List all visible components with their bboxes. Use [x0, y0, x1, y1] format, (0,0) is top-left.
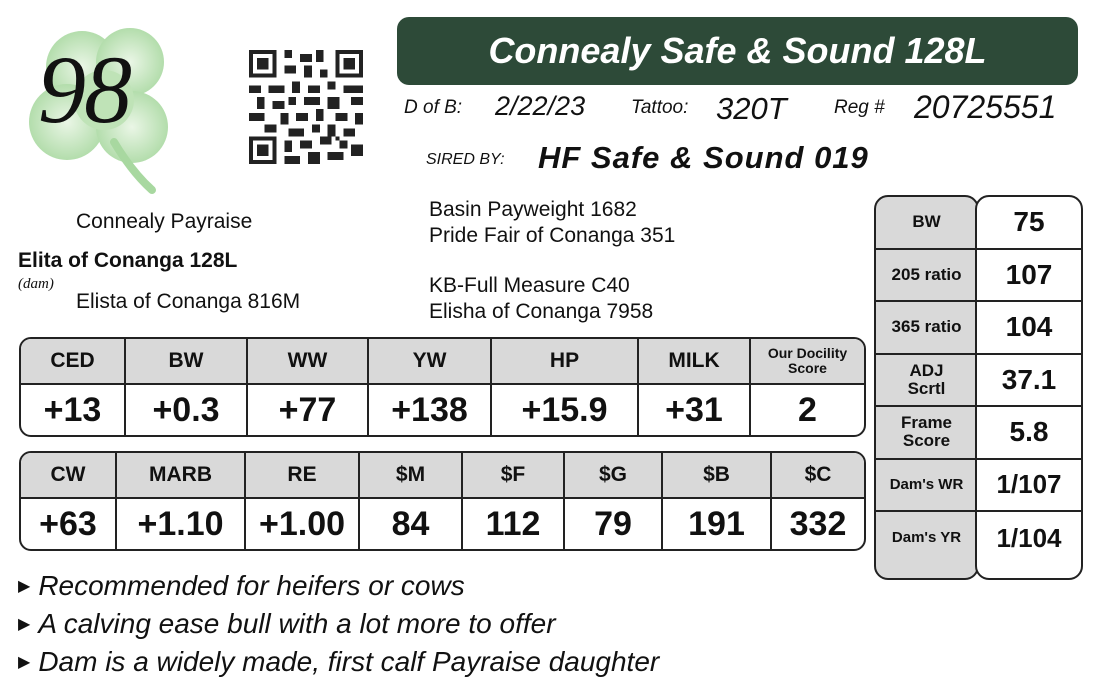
pedigree-dam-dam: Elista of Conanga 816M [76, 290, 301, 313]
stat-value-frame-score: 5.8 [977, 407, 1081, 460]
bullet-item [18, 608, 556, 640]
header-bw: BW [126, 339, 248, 383]
stats-labels-column [874, 195, 979, 580]
value-milk: +31 [639, 385, 751, 435]
header-cw: CW [21, 453, 117, 497]
reg-label: Reg # [834, 97, 885, 118]
stat-value-dams-yr: 1/104 [996, 522, 1062, 553]
stat-label-205-ratio: 205 ratio [876, 250, 977, 303]
stat-value-adj-scrtl: 37.1 [977, 355, 1081, 408]
pedigree-dam-tag: (dam) [18, 276, 54, 292]
header-docility: Our Docility Score [767, 345, 848, 376]
header-b-index: $B [663, 453, 772, 497]
stat-value-dams-wr: 1/107 [977, 460, 1081, 513]
value-g-index: 79 [565, 499, 663, 549]
pedigree-sire-dam-sire: KB-Full Measure C40 [429, 274, 630, 297]
title-bar [397, 17, 1078, 85]
stat-label-bw: BW [876, 197, 977, 250]
header-m-index: $M [360, 453, 463, 497]
value-yw: +138 [369, 385, 492, 435]
header-milk: MILK [639, 339, 751, 383]
triangle-right-icon: ▶ [18, 578, 31, 595]
epd-table-2 [19, 451, 866, 551]
stat-value-365-ratio: 104 [977, 302, 1081, 355]
bull-name-title: Connealy Safe & Sound 128L [488, 30, 987, 71]
pedigree-sire-dam: Pride Fair of Conanga 351 [429, 224, 676, 247]
value-cw: +63 [21, 499, 117, 549]
lot-number: 98 [38, 36, 130, 143]
bullet-text: Dam is a widely made, first calf Payraise daughter [38, 646, 660, 677]
stats-values-column [975, 195, 1083, 580]
header-re: RE [246, 453, 360, 497]
epd-table-1-values [21, 385, 864, 435]
pedigree-sire-sire: Basin Payweight 1682 [429, 198, 637, 221]
value-re: +1.00 [246, 499, 360, 549]
header-c-index: $C [804, 463, 832, 486]
header-g-index: $G [565, 453, 663, 497]
value-marb: +1.10 [117, 499, 246, 549]
bullet-text: Recommended for heifers or cows [38, 570, 465, 601]
stat-value-205-ratio: 107 [977, 250, 1081, 303]
bullet-text: A calving ease bull with a lot more to offer [38, 608, 556, 639]
dob-value: 2/22/23 [495, 91, 586, 121]
stat-label-365-ratio: 365 ratio [876, 302, 977, 355]
triangle-right-icon: ▶ [18, 616, 31, 633]
value-ced: +13 [21, 385, 126, 435]
sire-value: HF Safe & Sound 019 [538, 140, 869, 175]
epd-table-1-header [21, 339, 864, 385]
tattoo-value: 320T [716, 91, 787, 126]
epd-table-1 [19, 337, 866, 437]
header-f-index: $F [463, 453, 565, 497]
value-hp: +15.9 [492, 385, 639, 435]
sire-label: SIRED BY: [426, 151, 505, 168]
header-ww: WW [248, 339, 369, 383]
pedigree-dam-sire: Connealy Payraise [76, 210, 253, 233]
triangle-right-icon: ▶ [18, 654, 31, 671]
pedigree-sire-dam-dam: Elisha of Conanga 7958 [429, 300, 654, 323]
value-bw: +0.3 [126, 385, 248, 435]
stat-label-frame-score: Frame Score [876, 407, 977, 460]
pedigree-dam-name: Elita of Conanga 128L [18, 249, 238, 272]
stat-label-dams-wr: Dam's WR [876, 460, 977, 513]
tattoo-label: Tattoo: [631, 97, 689, 118]
value-c-index: 332 [789, 504, 847, 543]
stat-label-dams-yr: Dam's YR [891, 529, 962, 547]
qr-code-icon[interactable] [248, 50, 364, 164]
stat-value-bw: 75 [977, 197, 1081, 250]
header-marb: MARB [117, 453, 246, 497]
header-ced: CED [21, 339, 126, 383]
stat-label-adj-scrtl: ADJ Scrtl [876, 355, 977, 408]
bullet-item [18, 570, 465, 602]
epd-table-2-values [21, 499, 864, 549]
value-docility: 2 [798, 390, 817, 429]
header-hp: HP [492, 339, 639, 383]
value-ww: +77 [248, 385, 369, 435]
epd-table-2-header [21, 453, 864, 499]
header-yw: YW [369, 339, 492, 383]
dob-label: D of B: [404, 97, 463, 118]
value-m-index: 84 [360, 499, 463, 549]
reg-value: 20725551 [914, 89, 1057, 125]
value-b-index: 191 [663, 499, 772, 549]
bullet-item [18, 646, 659, 678]
value-f-index: 112 [463, 499, 565, 549]
